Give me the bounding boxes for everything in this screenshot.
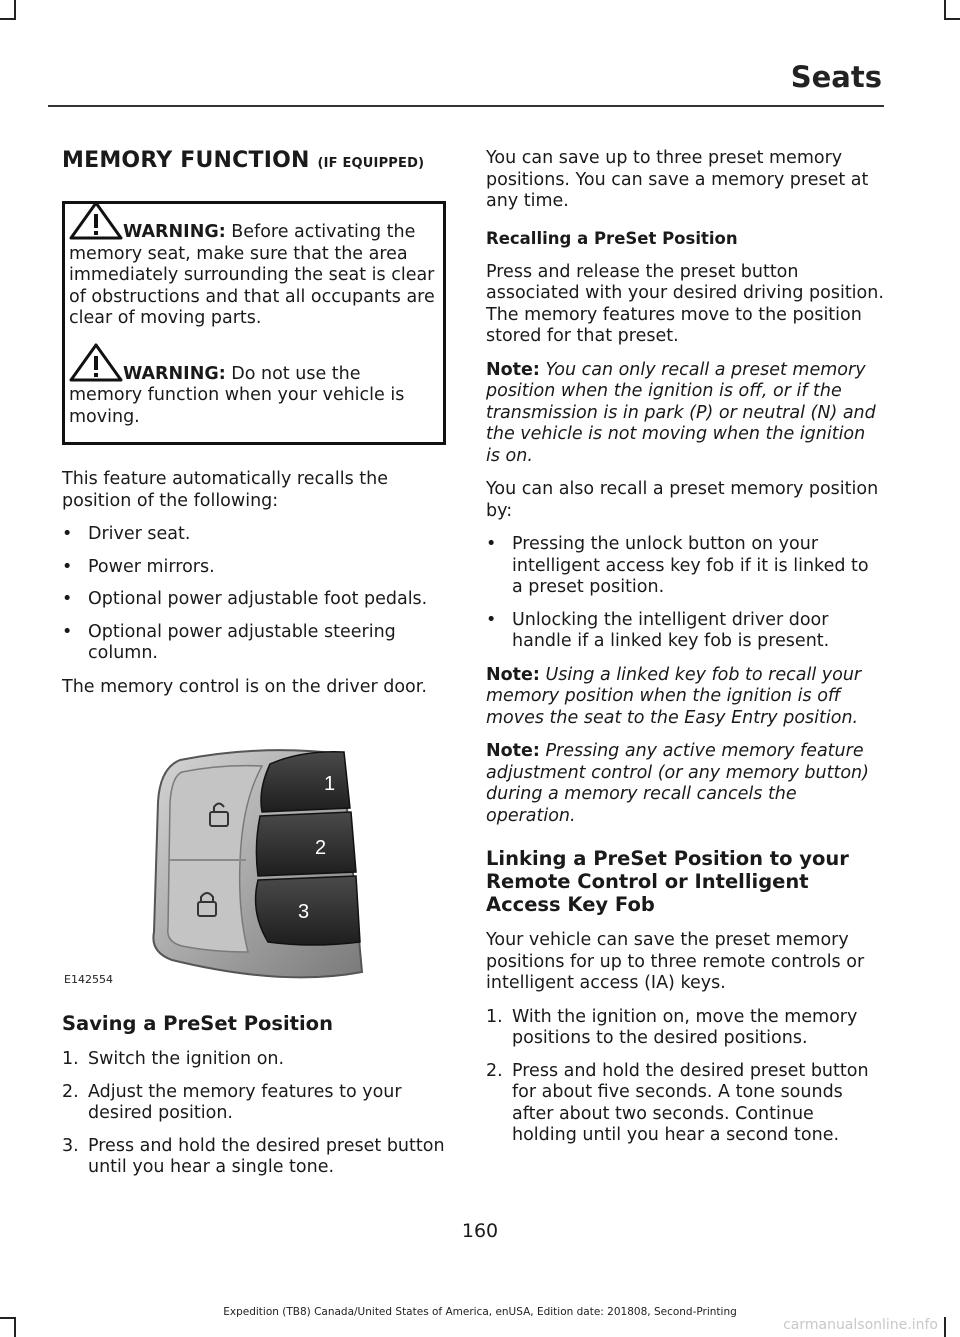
- saving-steps: [62, 1049, 446, 1179]
- warning-item: [69, 222, 437, 330]
- figure-code: E142554: [64, 973, 113, 986]
- linking-heading: Linking a PreSet Position to your Remote Control or Intelligent Access Key Fob: [486, 847, 849, 916]
- note-paragraph: [486, 741, 884, 827]
- crop-mark: [14, 0, 16, 20]
- recall-methods-list: [486, 534, 884, 653]
- note-text: Using a linked key fob to recall your memory position when the ignition is off moves the seat to the Easy Entry position.: [486, 664, 862, 728]
- linking-steps: [486, 1007, 884, 1147]
- left-column: [62, 148, 446, 1191]
- step-item: [62, 1136, 446, 1179]
- warning-item: [69, 364, 437, 429]
- list-item: • Driver seat.: [62, 524, 446, 546]
- warning-triangle-icon: [67, 200, 125, 242]
- warning-body: Do not use the memory function when your vehicle is moving.: [69, 363, 405, 427]
- list-item: • Optional power adjustable steering column.: [62, 622, 446, 665]
- step-text: With the ignition on, move the memory positions to the desired positions.: [512, 1006, 858, 1048]
- note-label: Note:: [486, 741, 540, 761]
- step-number: 2.: [62, 1081, 79, 1102]
- linking-paragraph: Your vehicle can save the preset memory positions for up to three remote controls or intelligent access (IA) keys.: [486, 930, 865, 993]
- note-label: Note:: [486, 359, 540, 380]
- step-number: 2.: [486, 1060, 503, 1081]
- list-item: • Unlocking the intelligent driver door handle if a linked key fob is present.: [486, 610, 884, 653]
- warning-label: WARNING:: [123, 222, 226, 242]
- note-text: You can only recall a preset memory position when the ignition is off, or if the transmission is in park (P) or neutral (N) and the vehicle is not moving when the ignition is on.: [486, 359, 876, 466]
- note-paragraph: [486, 665, 884, 730]
- recall-by-paragraph: You can also recall a preset memory position by:: [486, 479, 879, 521]
- step-item: [486, 1061, 884, 1147]
- step-text: Press and hold the desired preset button until you hear a single tone.: [88, 1135, 445, 1177]
- step-number: 1.: [486, 1006, 503, 1027]
- button-label-2: 2: [315, 837, 327, 859]
- warning-body: Before activating the memory seat, make sure that the area immediately surrounding the seat is clear of obstructions and that all occupants are clear of moving parts.: [69, 222, 435, 328]
- step-text: Switch the ignition on.: [88, 1049, 285, 1069]
- intro-paragraph: This feature automatically recalls the position of the following:: [62, 469, 388, 511]
- page-section-title: Seats: [790, 60, 882, 94]
- list-item: • Power mirrors.: [62, 557, 446, 579]
- warning-label: WARNING:: [123, 363, 226, 384]
- control-location-text: The memory control is on the driver door.: [62, 676, 427, 697]
- note-paragraph: [486, 360, 884, 468]
- note-label: Note:: [486, 664, 540, 685]
- recall-paragraph: Press and release the preset button associated with your desired driving position. The memory features move to the position stored for that preset.: [486, 261, 884, 346]
- list-item: • Pressing the unlock button on your intelligent access key fob if it is linked to a preset position.: [486, 534, 884, 599]
- heading-text: MEMORY FUNCTION: [62, 148, 310, 173]
- header-divider: [48, 105, 884, 107]
- presets-paragraph: You can save up to three preset memory positions. You can save a memory preset at any time.: [486, 148, 869, 211]
- recall-heading: Recalling a PreSet Position: [486, 228, 738, 248]
- step-item: [62, 1082, 446, 1125]
- heading-suffix: (IF EQUIPPED): [317, 156, 425, 171]
- crop-mark: [944, 1317, 946, 1337]
- saving-heading: Saving a PreSet Position: [62, 1012, 333, 1035]
- note-text: Pressing any active memory feature adjustment control (or any memory button) during a memory recall cancels the operation.: [486, 741, 869, 826]
- list-item: • Optional power adjustable foot pedals.: [62, 589, 446, 611]
- right-column: [486, 148, 884, 1159]
- page-number: 160: [461, 1220, 499, 1242]
- memory-button-2: [256, 812, 356, 876]
- step-text: Press and hold the desired preset button for about five seconds. A tone sounds after about two seconds. Continue holding until you hear a second tone.: [512, 1060, 869, 1145]
- warning-box: [62, 201, 446, 445]
- footer-edition-text: Expedition (TB8) Canada/United States of America, enUSA, Edition date: 201808, Second-Printing: [223, 1306, 737, 1318]
- crop-mark: [944, 18, 960, 20]
- step-number: 3.: [62, 1135, 79, 1156]
- step-item: [62, 1049, 446, 1071]
- crop-mark: [14, 1317, 16, 1337]
- step-number: 1.: [62, 1049, 79, 1069]
- memory-control-figure: [62, 742, 446, 992]
- warning-triangle-icon: [67, 342, 125, 384]
- crop-mark: [944, 0, 946, 20]
- memory-control-illustration: [62, 742, 446, 992]
- section-heading: [62, 148, 446, 173]
- step-text: Adjust the memory features to your desired position.: [88, 1081, 402, 1123]
- button-label-1: 1: [324, 773, 336, 795]
- button-label-3: 3: [298, 901, 310, 923]
- crop-mark: [0, 18, 16, 20]
- feature-list: [62, 524, 446, 665]
- watermark: carmanualsonline.info: [783, 1317, 938, 1333]
- step-item: [486, 1007, 884, 1050]
